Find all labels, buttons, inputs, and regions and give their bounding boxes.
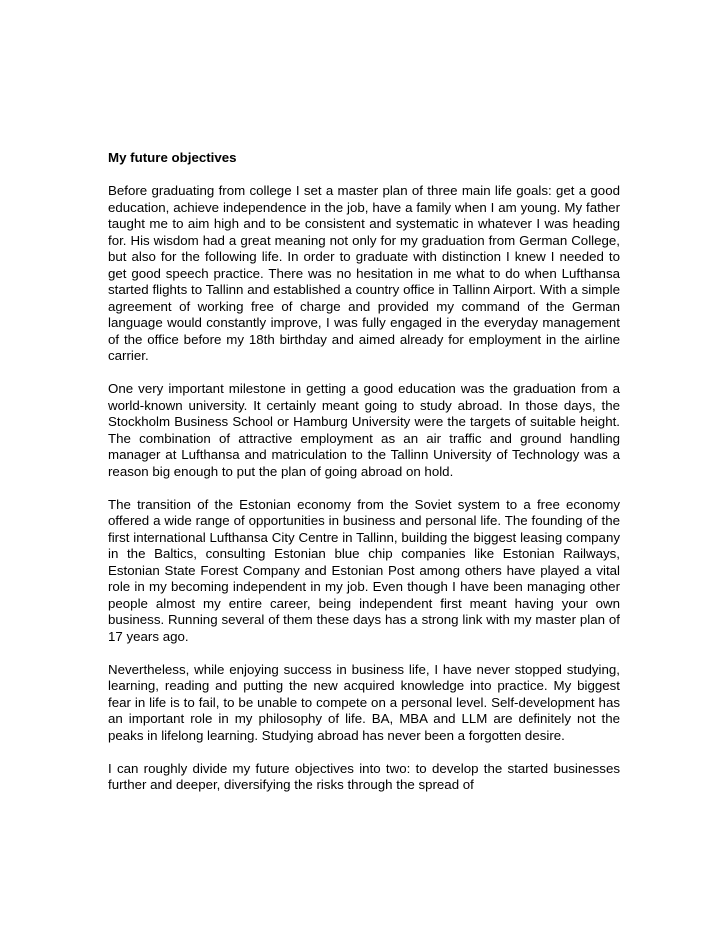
paragraph-3: The transition of the Estonian economy from the Soviet system to a free economy offered a wide range of opportunities in business and personal life. The founding of the first international Lufthansa City Centre in Tallinn, building the biggest leasing company in the Baltics, consulting Estonian blue chip companies like Estonian Railways, Estonian State Forest Company and Estonian Post among others have played a vital role in my becoming independent in my job. Even though I have been managing other people almost my entire career, being independent first meant having your own business. Running several of them these days has a strong link with my master plan of 17 years ago. [108,496,620,644]
paragraph-4: Nevertheless, while enjoying success in business life, I have never stopped studying, learning, reading and putting the new acquired knowledge into practice. My biggest fear in life is to fail, to be unable to compete on a personal level. Self-development has an important role in my philosophy of life. BA, MBA and LLM are definitely not the peaks in lifelong learning. Studying abroad has never been a forgotten desire. [108,661,620,743]
paragraph-1: Before graduating from college I set a master plan of three main life goals: get a good education, achieve independence in the job, have a family when I am young. My father taught me to aim high and to be consistent and systematic in whatever I was heading for. His wisdom had a great meaning not only for my graduation from German College, but also for the following life. In order to graduate with distinction I knew I needed to get good speech practice. There was no hesitation in me what to do when Lufthansa started flights to Tallinn and established a country office in Tallinn Airport. With a simple agreement of working free of charge and provided my command of the German language would constantly improve, I was fully engaged in the everyday management of the office before my 18th birthday and aimed already for employment in the airline carrier. [108,183,620,363]
document-title: My future objectives [108,150,237,165]
document-body [108,150,620,810]
paragraph-5: I can roughly divide my future objectives into two: to develop the started businesses further and deeper, diversifying the risks through the spread of [108,760,620,792]
paragraph-2: One very important milestone in getting a good education was the graduation from a world-known university. It certainly meant going to study abroad. In those days, the Stockholm Business School or Hamburg University were the targets of suitable height. The combination of attractive employment as an air traffic and ground handling manager at Lufthansa and matriculation to the Tallinn University of Technology was a reason big enough to put the plan of going abroad on hold. [108,381,620,479]
